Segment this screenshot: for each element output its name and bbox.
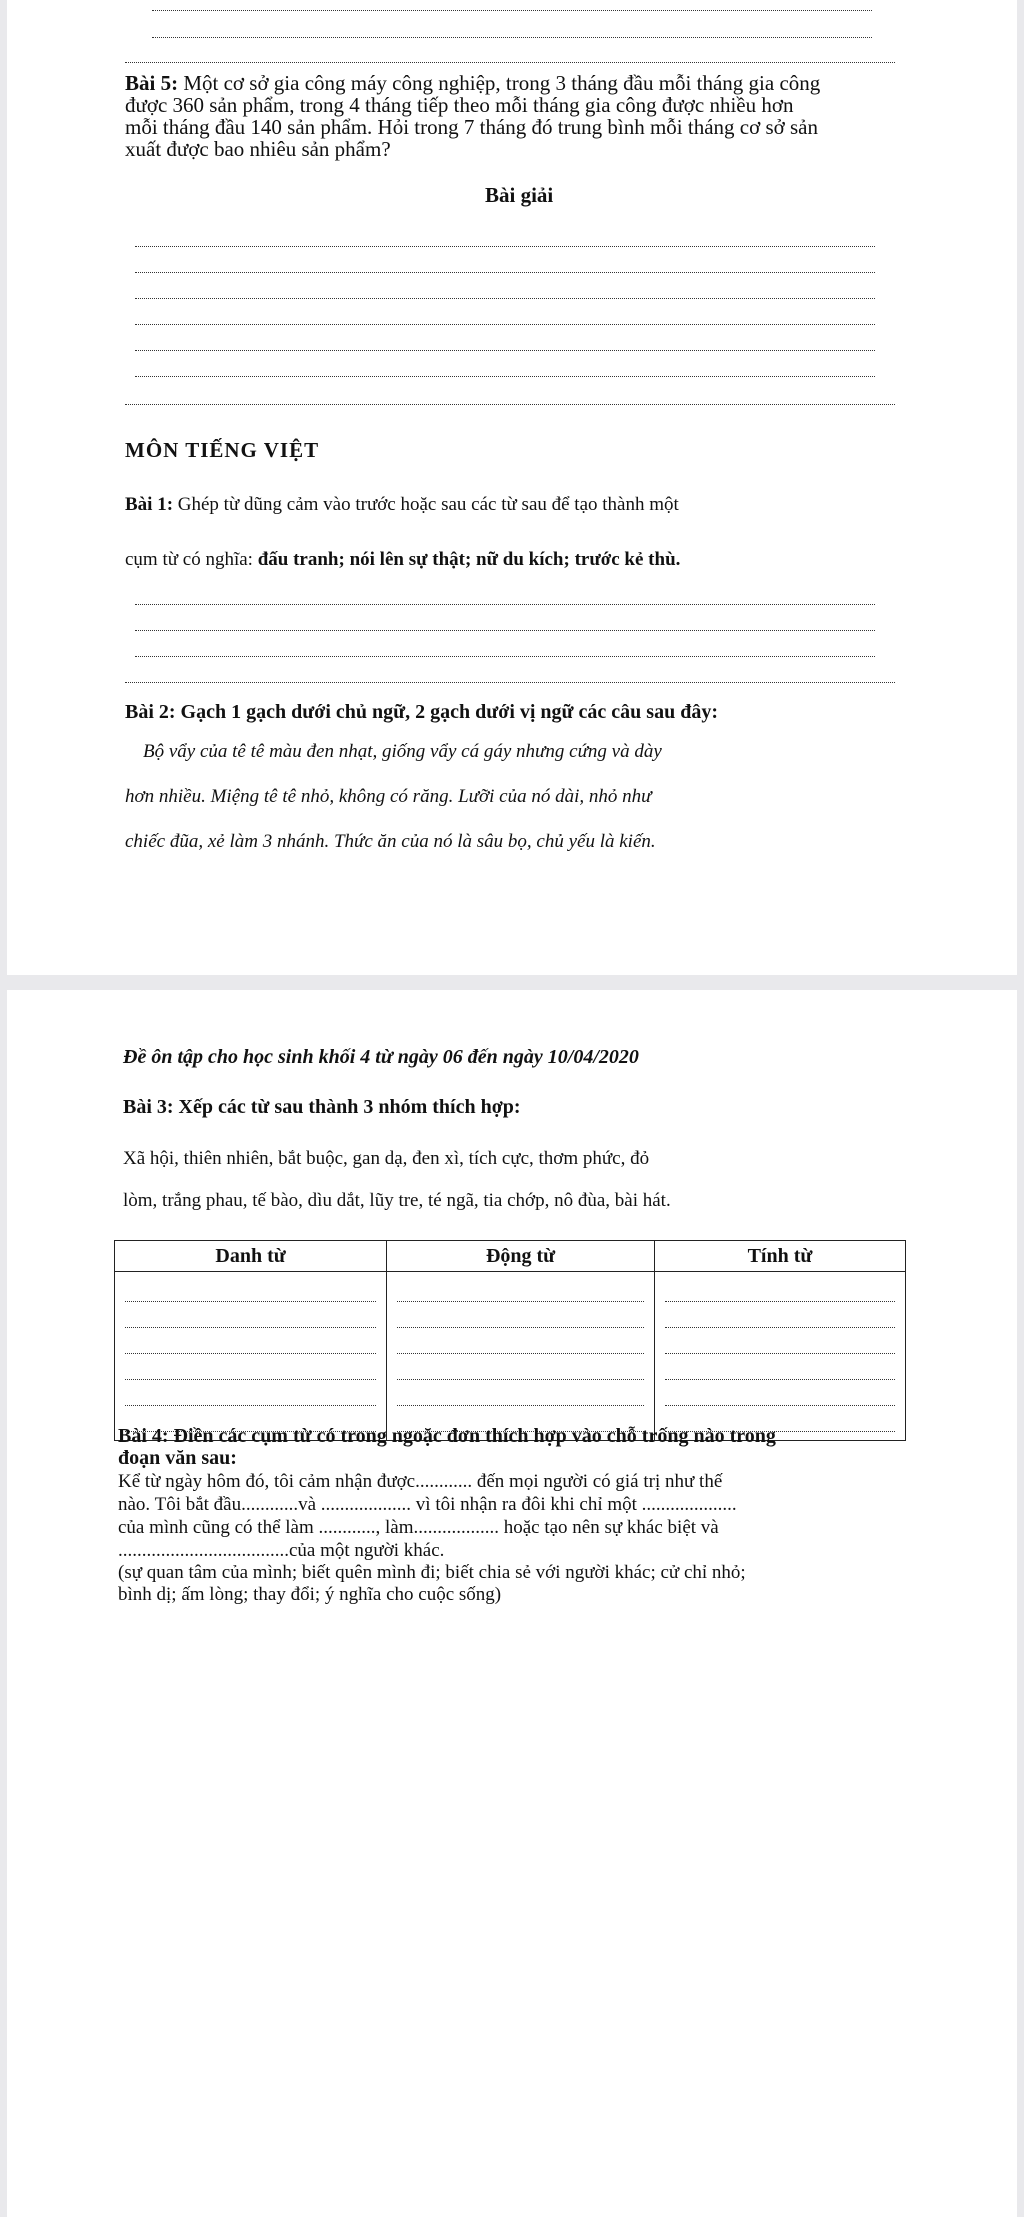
answer-line xyxy=(125,62,895,63)
answer-line xyxy=(135,604,875,605)
section-title: MÔN TIẾNG VIỆT xyxy=(125,438,320,462)
column-header-adjectives: Tính từ xyxy=(654,1241,905,1272)
problem-5-label: Bài 5: xyxy=(125,71,179,95)
exercise-2-line-1: Bộ vẩy của tê tê màu đen nhạt, giống vẩy cá gáy nhưng cứng và dày xyxy=(143,741,662,762)
solution-heading: Bài giải xyxy=(485,183,554,207)
exercise-2-title: Bài 2: Gạch 1 gạch dưới chủ ngữ, 2 gạch dưới vị ngữ các câu sau đây: xyxy=(125,701,718,723)
column-header-verbs: Động từ xyxy=(387,1241,655,1272)
answer-line xyxy=(135,324,875,325)
problem-5-line-1: Bài 5: Một cơ sở gia công máy công nghiệp, trong 3 tháng đầu mỗi tháng gia công xyxy=(125,71,821,95)
exercise-1-line-2: cụm từ có nghĩa: đấu tranh; nói lên sự thật; nữ du kích; trước kẻ thù. xyxy=(125,549,681,570)
exercise-4-line-1: Kể từ ngày hôm đó, tôi cảm nhận được............ đến mọi người có giá trị như thế xyxy=(118,1471,723,1492)
page-2-title: Đề ôn tập cho học sinh khối 4 từ ngày 06 đến ngày 10/04/2020 xyxy=(123,1046,639,1068)
exercise-4-line-6: bình dị; ấm lòng; thay đổi; ý nghĩa cho cuộc sống) xyxy=(118,1584,502,1605)
exercise-2-line-2: hơn nhiều. Miệng tê tê nhỏ, không có răng. Lưỡi của nó dài, nhỏ như xyxy=(125,786,652,807)
exercise-4-line-5: (sự quan tâm của mình; biết quên mình đi; biết chia sẻ với người khác; cử chỉ nhỏ; xyxy=(118,1562,746,1583)
answer-line xyxy=(125,404,895,405)
exercise-3-line-1: Xã hội, thiên nhiên, bắt buộc, gan dạ, đen xì, tích cực, thơm phức, đỏ xyxy=(123,1148,650,1169)
exercise-4-title-line-2: đoạn văn sau: xyxy=(118,1447,237,1469)
answer-line xyxy=(135,376,875,377)
answer-line xyxy=(135,656,875,657)
problem-5-line-3: mỗi tháng đầu 140 sản phẩm. Hỏi trong 7 tháng đó trung bình mỗi tháng cơ sở sản xyxy=(125,115,818,139)
exercise-1-keywords: đấu tranh; nói lên sự thật; nữ du kích; trước kẻ thù. xyxy=(257,549,681,570)
answer-line xyxy=(135,630,875,631)
answer-line xyxy=(152,37,872,38)
exercise-3-title: Bài 3: Xếp các từ sau thành 3 nhóm thích hợp: xyxy=(123,1096,521,1118)
answer-line xyxy=(135,272,875,273)
exercise-4-title-line-1: Bài 4: Điền các cụm từ có trong ngoặc đơn thích hợp vào chỗ trống nào trong xyxy=(118,1425,776,1447)
exercise-4-line-3: của mình cũng có thể làm ............, làm.................. hoặc tạo nên sự khác biệt và xyxy=(118,1517,719,1538)
exercise-4-line-2: nào. Tôi bắt đầu............và ................... vì tôi nhận ra đôi khi chỉ một .................... xyxy=(118,1494,737,1515)
verbs-answer-cell xyxy=(387,1272,655,1441)
problem-5-line-2: được 360 sản phẩm, trong 4 tháng tiếp theo mỗi tháng gia công được nhiều hơn xyxy=(125,93,794,117)
answer-line xyxy=(152,10,872,11)
exercise-1-line-1: Bài 1: Ghép từ dũng cảm vào trước hoặc sau các từ sau để tạo thành một xyxy=(125,494,679,515)
answer-line xyxy=(135,298,875,299)
document-page-1 xyxy=(7,0,1017,975)
column-header-nouns: Danh từ xyxy=(115,1241,387,1272)
exercise-4-line-4: ....................................của một người khác. xyxy=(118,1540,445,1561)
adjectives-answer-cell xyxy=(654,1272,905,1441)
exercise-2-line-3: chiếc đũa, xẻ làm 3 nhánh. Thức ăn của nó là sâu bọ, chủ yếu là kiến. xyxy=(125,831,656,852)
exercise-1-label: Bài 1: xyxy=(125,494,174,515)
answer-line xyxy=(135,246,875,247)
answer-line xyxy=(135,350,875,351)
word-classification-table xyxy=(114,1240,906,1441)
problem-5-line-4: xuất được bao nhiêu sản phẩm? xyxy=(125,137,391,161)
nouns-answer-cell xyxy=(115,1272,387,1441)
answer-line xyxy=(125,682,895,683)
exercise-3-line-2: lòm, trắng phau, tế bào, dìu dắt, lũy tre, té ngã, tia chớp, nô đùa, bài hát. xyxy=(123,1190,671,1211)
